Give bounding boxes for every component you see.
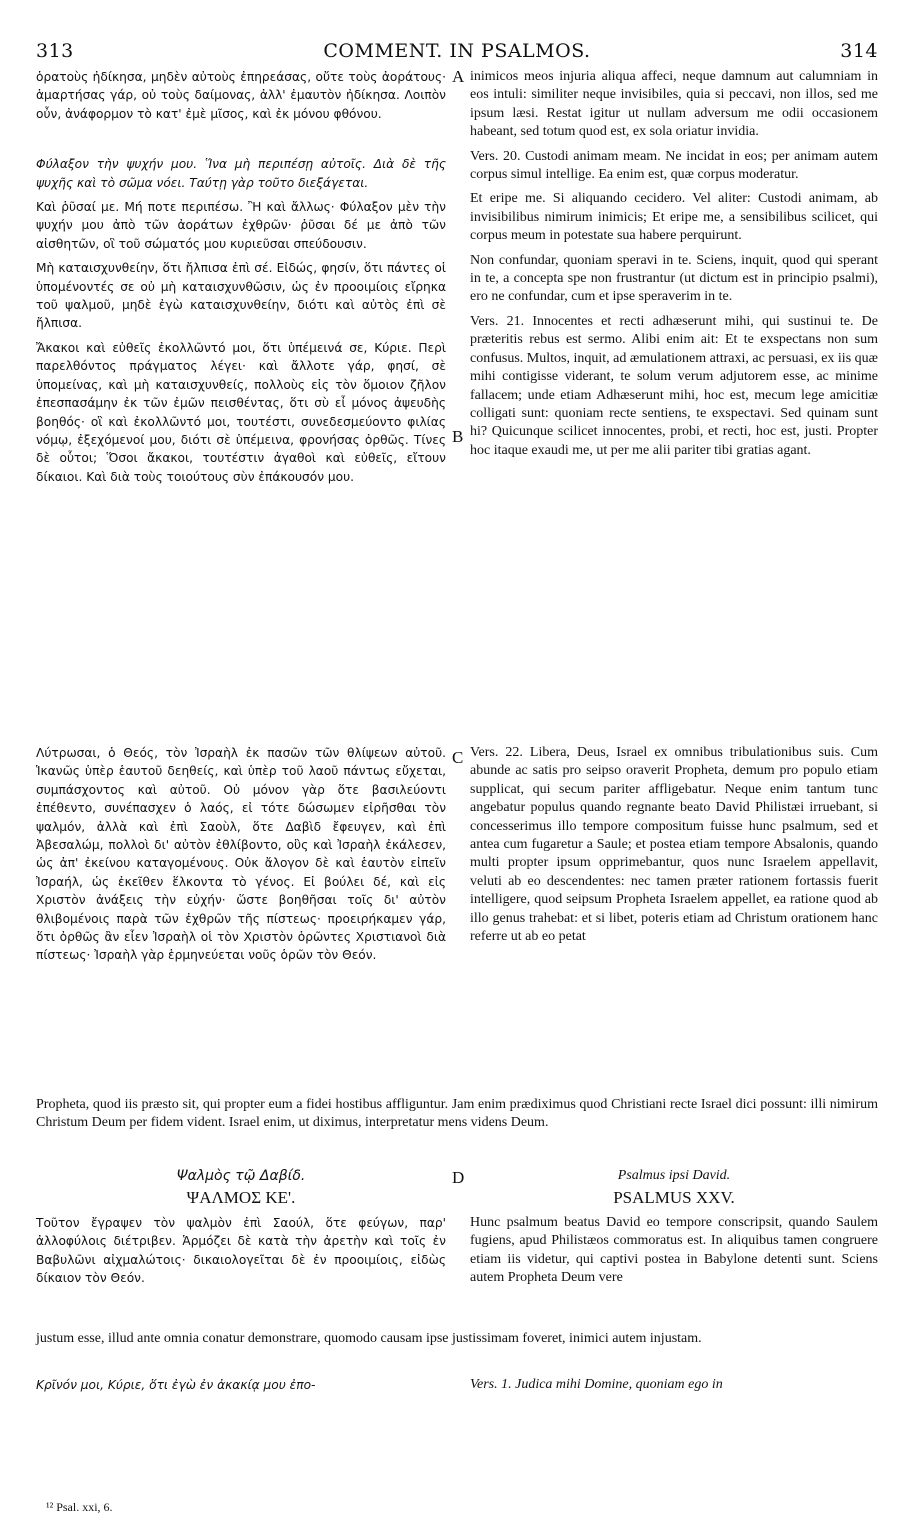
- latin-fullwidth-paragraph: justum esse, illud ante omnia conatur demonstrare, quomodo causam ipse justissimam foveret, inimici autem injustam.: [36, 1331, 702, 1346]
- latin-column-middle: [470, 744, 878, 952]
- latin-paragraph: Vers. 21. Innocentes et recti adhæserunt mihi, qui sustinui te. De præteritis rebus est sermo. Alibi enim ait: Et te exspectans non sum confusus. Multos, inquit, ad æmulationem attraxi, ac persuasi, ex iis quæ mihi contigisse viderant, te solum verum adjutorem esse, ac minime fallacem; unde etiam Adhæserunt mihi, hoc est, mecum lege amicitiæ colligati sunt: quoniam recte sentiens, te exspectavi. Sed quinam sunt hi? Quicunque scilicet innocentes, probi, et recti, hoc est, justi. Propter hoc itaque exaudi me, ut per me alii pariter tibi gratias agant.: [470, 313, 878, 458]
- greek-psalm-title: ΨΑΛΜΟΣ ΚΕ'.: [186, 1188, 296, 1207]
- greek-paragraph: Φύλαξον τὴν ψυχήν μου. Ἵνα μὴ περιπέσῃ αὐτοῖς. Διὰ δὲ τῆς ψυχῆς καὶ τὸ σῶμα νόει. Ταύτῃ γὰρ τοῦτο διεξάγεται.: [36, 157, 446, 190]
- footnote: ¹² Psal. xxi, 6.: [46, 1500, 113, 1514]
- latin-paragraph: Non confundar, quoniam speravi in te. Sciens, inquit, quod qui sperant in te, a concepta spe non frustrantur (ut dictum est in principio psalmi), ero ne confundar, cum et ipse speraverim in te.: [470, 252, 878, 305]
- greek-psalm-subtitle: Ψαλμὸς τῷ Δαβίδ.: [176, 1168, 306, 1184]
- greek-final-line: Κρῖνόν μοι, Κύριε, ὅτι ἐγὼ ἐν ἀκακίᾳ μου ἐπο-: [36, 1378, 316, 1392]
- greek-paragraph: ὁρατοὺς ἠδίκησα, μηδὲν αὐτοὺς ἐπηρεάσας, οὔτε τοὺς ἀοράτους· ἁμαρτήσας γάρ, οὐ τοὺς δαίμονας, ἀλλ' ἐμαυτὸν ἠδίκησα. Λοιπὸν οὖν, ἀνάφορμον τὸ κατ' ἐμὲ μῖσος, καὶ ἐκ μόνου φθόνου.: [36, 70, 446, 121]
- latin-paragraph: Vers. 20. Custodi animam meam. Ne incidat in eos; per animam autem corpus simul intellige. Ea enim est, quæ corpus moderatur.: [470, 148, 878, 183]
- greek-paragraph: Τοῦτον ἔγραψεν τὸν ψαλμὸν ἐπὶ Σαούλ, ὅτε φεύγων, παρ' ἀλλοφύλοις διέτριβεν. Ἁρμόζει δὲ κατὰ τὴν ἀρετὴν καὶ τοῖς ἐν Βαβυλῶνι αἰχμαλώτοις· δικαιολογεῖται δὲ ἐν προοιμίοις, εἰδὼς δίκαιον τὸν Θεόν.: [36, 1216, 446, 1286]
- running-title: COMMENT. IN PSALMOS.: [323, 40, 591, 62]
- section-marker-a: A: [452, 67, 465, 86]
- latin-psalm-title: PSALMUS XXV.: [613, 1188, 735, 1207]
- latin-paragraph: Et eripe me. Si aliquando cecidero. Vel aliter: Custodi animam, ab invisibilibus nimirum inimicis; Et eripe me, a sensibilibus scilicet, qui corpus meum in potestate sua habere perquirunt.: [470, 191, 878, 244]
- greek-paragraph: Λύτρωσαι, ὁ Θεός, τὸν Ἰσραὴλ ἐκ πασῶν τῶν θλίψεων αὐτοῦ. Ἱκανῶς ὑπὲρ ἑαυτοῦ δεηθείς, καὶ ὑπὲρ τοῦ λαοῦ πάντως εὔχεται, συμπάσχοντος καὶ αὐτοῦ. Οὐ μόνον γὰρ ὅτε βασιλεύοντι ἐπέθεντο, συνέπασχεν ὁ λαός, εἰ τότε δώσωμεν εἰρῆσθαι τὸν ψαλμόν, ἀλλὰ καὶ ἐπὶ Σαοὺλ, ὅτε Δαβὶδ ἔφευγεν, καὶ ἐπὶ Ἀβεσαλώμ, πολλοὶ δι' αὐτὸν ἐθλίβοντο, οὓς καὶ Ἰσραὴλ ἐκάλεσεν, ὡς ἀπ' ἐκείνου καταγομένους. Οὐκ ἄλογον δὲ καὶ ἑαυτὸν εἰπεῖν Ἰσραήλ, ὡς ἐκεῖθεν ἕλκοντα τὸ γένος. Εἰ βούλει δέ, καὶ εἰς Χριστὸν ἀνάξεις τὴν εὐχήν· ὥστε βοηθῆσαι τοῖς δι' αὐτὸν θλιβομένοις παρὰ τῶν ἐχθρῶν τῆς πίστεως· προειρήκαμεν γάρ, ὅτι ὀρθῶς ἂν εἶεν Ἰσραὴλ οἱ τὸν Χριστὸν ὁρῶντες Χριστιανοὶ διὰ πίστεως· Ἰσραὴλ γὰρ ἑρμηνεύεται νοῦς ὁρῶν τὸν Θεόν.: [36, 746, 446, 963]
- greek-paragraph: Μὴ καταισχυνθείην, ὅτι ἤλπισα ἐπὶ σέ. Εἰδώς, φησίν, ὅτι πάντες οἱ ὑπομένοντές σε οὐ μὴ καταισχυνθῶσιν, ὡς ἐν προοιμίοις εἴρηκα τοῦ ψαλμοῦ, μηδὲ ἐγὼ καταισχυνθείην, διότι καὶ αὐτὸς ἐπὶ σὲ ἤλπισα.: [36, 261, 446, 331]
- latin-psalm-subtitle: Psalmus ipsi David.: [617, 1168, 731, 1183]
- latin-fullwidth-paragraph: Propheta, quod iis præsto sit, qui propter eum a fidei hostibus affliguntur. Jam enim prædiximus quod Christiani recte Israel dici possunt: illi nimirum Christum Deum per fidem vident. Israel enim, ut diximus, interpretatur mens videns Deum.: [36, 1097, 878, 1131]
- greek-column-lower: [36, 1214, 446, 1294]
- greek-column-upper: [36, 68, 446, 492]
- latin-paragraph: inimicos meos injuria aliqua affeci, neque damnum aut calumniam in eos intuli: similiter neque invisibiles, quia si peccavi, non illos, sed me ipsum læsi. Restat igitur ut nullam adversum me odii occasionem habeant, sed totum quod est, ex sola oriatur invidia.: [470, 69, 878, 140]
- latin-paragraph: Vers. 22. Libera, Deus, Israel ex omnibus tribulationibus suis. Cum abunde ac satis pro seipso oraverit Propheta, demum pro populo etiam supplicat, qui secum pariter affligebatur. Neque enim tantum tunc angebatur populus quando regnante beato David Philistæi irruebant, si concesserimus illo tempore compositum fuisse hunc psalmum, sed et antea cum fugaretur a Saule; et postea etiam tempore Absalonis, quando multi propter ipsum opprimebantur, quos nunc Israelem appellavit, veluti ab eo descendentes: nec tamen præter rationem fortassis fuerit intelligere, quod seipsum Propheta Israelem appellet, ea ratione quod ab illo genus trahebat: et si libet, poteris etiam ad Christum orationem hanc referre ut ab eo petat: [470, 745, 878, 945]
- greek-paragraph: Ἄκακοι καὶ εὐθεῖς ἐκολλῶντό μοι, ὅτι ὑπέμεινά σε, Κύριε. Περὶ παρελθόντος πράγματος λέγει· καὶ ἄλλοτε γάρ, φησί, σὲ ὑπομείνας, καὶ μὴ καταισχυνθείς, πολλοὺς εἰς τὸν ὅμοιον ζῆλον ἐπεσπασάμην ἐκ τῶν ἐμῶν πεισθέντας, ὅτι σὺ εἶ μόνος ἀψευδὴς βοηθός· οἳ καὶ ἐκολλῶντό μοι, τουτέστι, συνεδεσμεύοντο φιλίας νόμῳ, ἐξεχόμενοί μου, διότι σὲ ὑπέμεινα, φρονήσας ὀρθῶς. Τίνες δὲ οὗτοι; Ὅσοι ἄκακοι, τουτέστιν ἀγαθοὶ καὶ εὐθεῖς, εἴτουν δίκαιοι. Καὶ διὰ τοὺς τοιούτους σὺν ἐπάκουσόν μου.: [36, 340, 446, 484]
- page-number-left: 313: [36, 40, 74, 62]
- greek-column-middle: [36, 744, 446, 971]
- section-marker-c: C: [452, 748, 464, 767]
- section-marker-d: D: [452, 1168, 465, 1187]
- latin-column-upper: [470, 68, 878, 466]
- page-number-right: 314: [840, 40, 878, 62]
- latin-paragraph: Hunc psalmum beatus David eo tempore conscripsit, quando Saulem fugiens, apud Philistæos commoratus est. In aliquibus tamen congruere etiam iis videtur, qui captivi postea in Babylone detenti sunt. Sciens autem Propheta Deum vere: [470, 1215, 878, 1286]
- latin-final-line: Vers. 1. Judica mihi Domine, quoniam ego in: [470, 1377, 723, 1392]
- latin-column-lower: [470, 1214, 878, 1294]
- section-marker-b: B: [452, 427, 464, 446]
- running-header: [36, 40, 878, 66]
- greek-paragraph: Καὶ ῥῦσαί με. Μή ποτε περιπέσω. Ἢ καὶ ἄλλως· Φύλαξον μὲν τὴν ψυχήν μου ἀπὸ τῶν ἀοράτων ἐχθρῶν· ῥῦσαι δέ με ἀπὸ τῶν αἰσθητῶν, οἳ τοῦ σώματός μου κυριεῦσαι σπεύδουσιν.: [36, 200, 446, 251]
